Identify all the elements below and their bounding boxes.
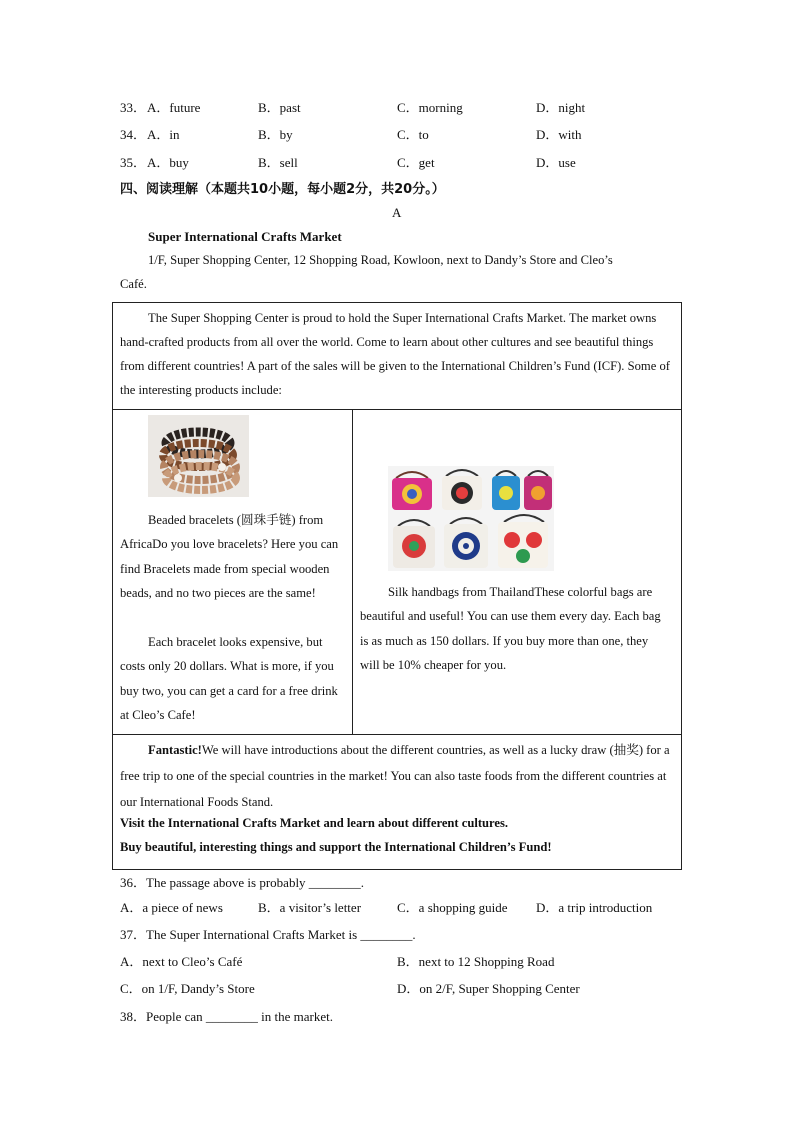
fantastic-bold: Fantastic! xyxy=(148,743,202,757)
option-c: C．to xyxy=(397,127,429,142)
option-c: C．morning xyxy=(397,100,463,115)
closing-line-1: Visit the International Crafts Market and learn about different cultures. xyxy=(120,816,509,830)
closing-line-2: Buy beautiful, interesting things and support the International Children’s Fund! xyxy=(120,840,552,854)
question-number: 33． xyxy=(120,100,147,115)
fantastic-paragraph xyxy=(120,737,674,815)
q37-stem: 37．The Super International Crafts Market is ________. xyxy=(120,927,416,942)
bracelets-text-1: Beaded bracelets (圆珠手链) from AfricaDo you love bracelets? Here you can find Bracelets made from special wooden beads, and no two pieces are the same! xyxy=(120,513,339,601)
intro-text: The Super Shopping Center is proud to hold the Super International Crafts Market. The market owns hand-crafted products from all over the world. Come to learn about other cultures and see beautiful things from different countries! A part of the sales will be given to the International Children’s Fund (ICF). Some of the interesting products include: xyxy=(120,311,670,397)
option-d: D．night xyxy=(536,100,586,115)
q37-option-b: B．next to 12 Shopping Road xyxy=(397,954,555,969)
products-box xyxy=(112,409,682,735)
option-a: A．buy xyxy=(147,155,189,170)
q36-option-a: A．a piece of news xyxy=(120,900,223,915)
q37-option-a: A．next to Cleo’s Café xyxy=(120,954,243,969)
ad-address-line1: 1/F, Super Shopping Center, 12 Shopping Road, Kowloon, next to Dandy’s Store and Cleo’s xyxy=(148,253,613,267)
handbags-text: Silk handbags from ThailandThese colorful bags are beautiful and useful! You can use them every day. Each bag is as much as 150 dollars. If you buy more than one, they will be 10% cheaper for you. xyxy=(360,585,661,673)
q37-option-d: D．on 2/F, Super Shopping Center xyxy=(397,981,580,996)
handbags-image xyxy=(388,466,554,571)
q37-option-c: C．on 1/F, Dandy’s Store xyxy=(120,981,255,996)
option-b: B．past xyxy=(258,100,301,115)
option-a: A．in xyxy=(147,127,180,142)
cell-divider xyxy=(352,410,353,734)
fantastic-text: We will have introductions about the different countries, as well as a lucky draw (抽奖) for a free trip to one of the special countries in the market! You can also taste foods from the different countries at our International Foods Stand. xyxy=(120,743,670,809)
bracelets-image xyxy=(148,415,249,497)
q38-stem: 38．People can ________ in the market. xyxy=(120,1009,334,1024)
question-number: 34． xyxy=(120,127,147,142)
option-b: B．sell xyxy=(258,155,298,170)
ad-address-line2: Café. xyxy=(120,277,147,291)
q36-option-d: D．a trip introduction xyxy=(536,900,653,915)
option-b: B．by xyxy=(258,127,293,142)
q36-stem: 36．The passage above is probably ________. xyxy=(120,875,365,890)
question-number: 35． xyxy=(120,155,147,170)
section-heading: 四、阅读理解（本题共10小题，每小题2分，共20分。） xyxy=(120,182,445,197)
q36-option-b: B．a visitor’s letter xyxy=(258,900,362,915)
q36-option-c: C．a shopping guide xyxy=(397,900,508,915)
ad-title: Super International Crafts Market xyxy=(148,229,342,244)
option-c: C．get xyxy=(397,155,435,170)
option-a: A．future xyxy=(147,100,201,115)
intro-box xyxy=(112,302,682,410)
passage-letter: A xyxy=(392,205,402,220)
fantastic-box xyxy=(112,734,682,870)
option-d: D．use xyxy=(536,155,576,170)
option-d: D．with xyxy=(536,127,582,142)
bracelets-text-2: Each bracelet looks expensive, but costs only 20 dollars. What is more, if you buy two, you can get a card for a free drink at Cleo’s Cafe! xyxy=(120,635,338,723)
